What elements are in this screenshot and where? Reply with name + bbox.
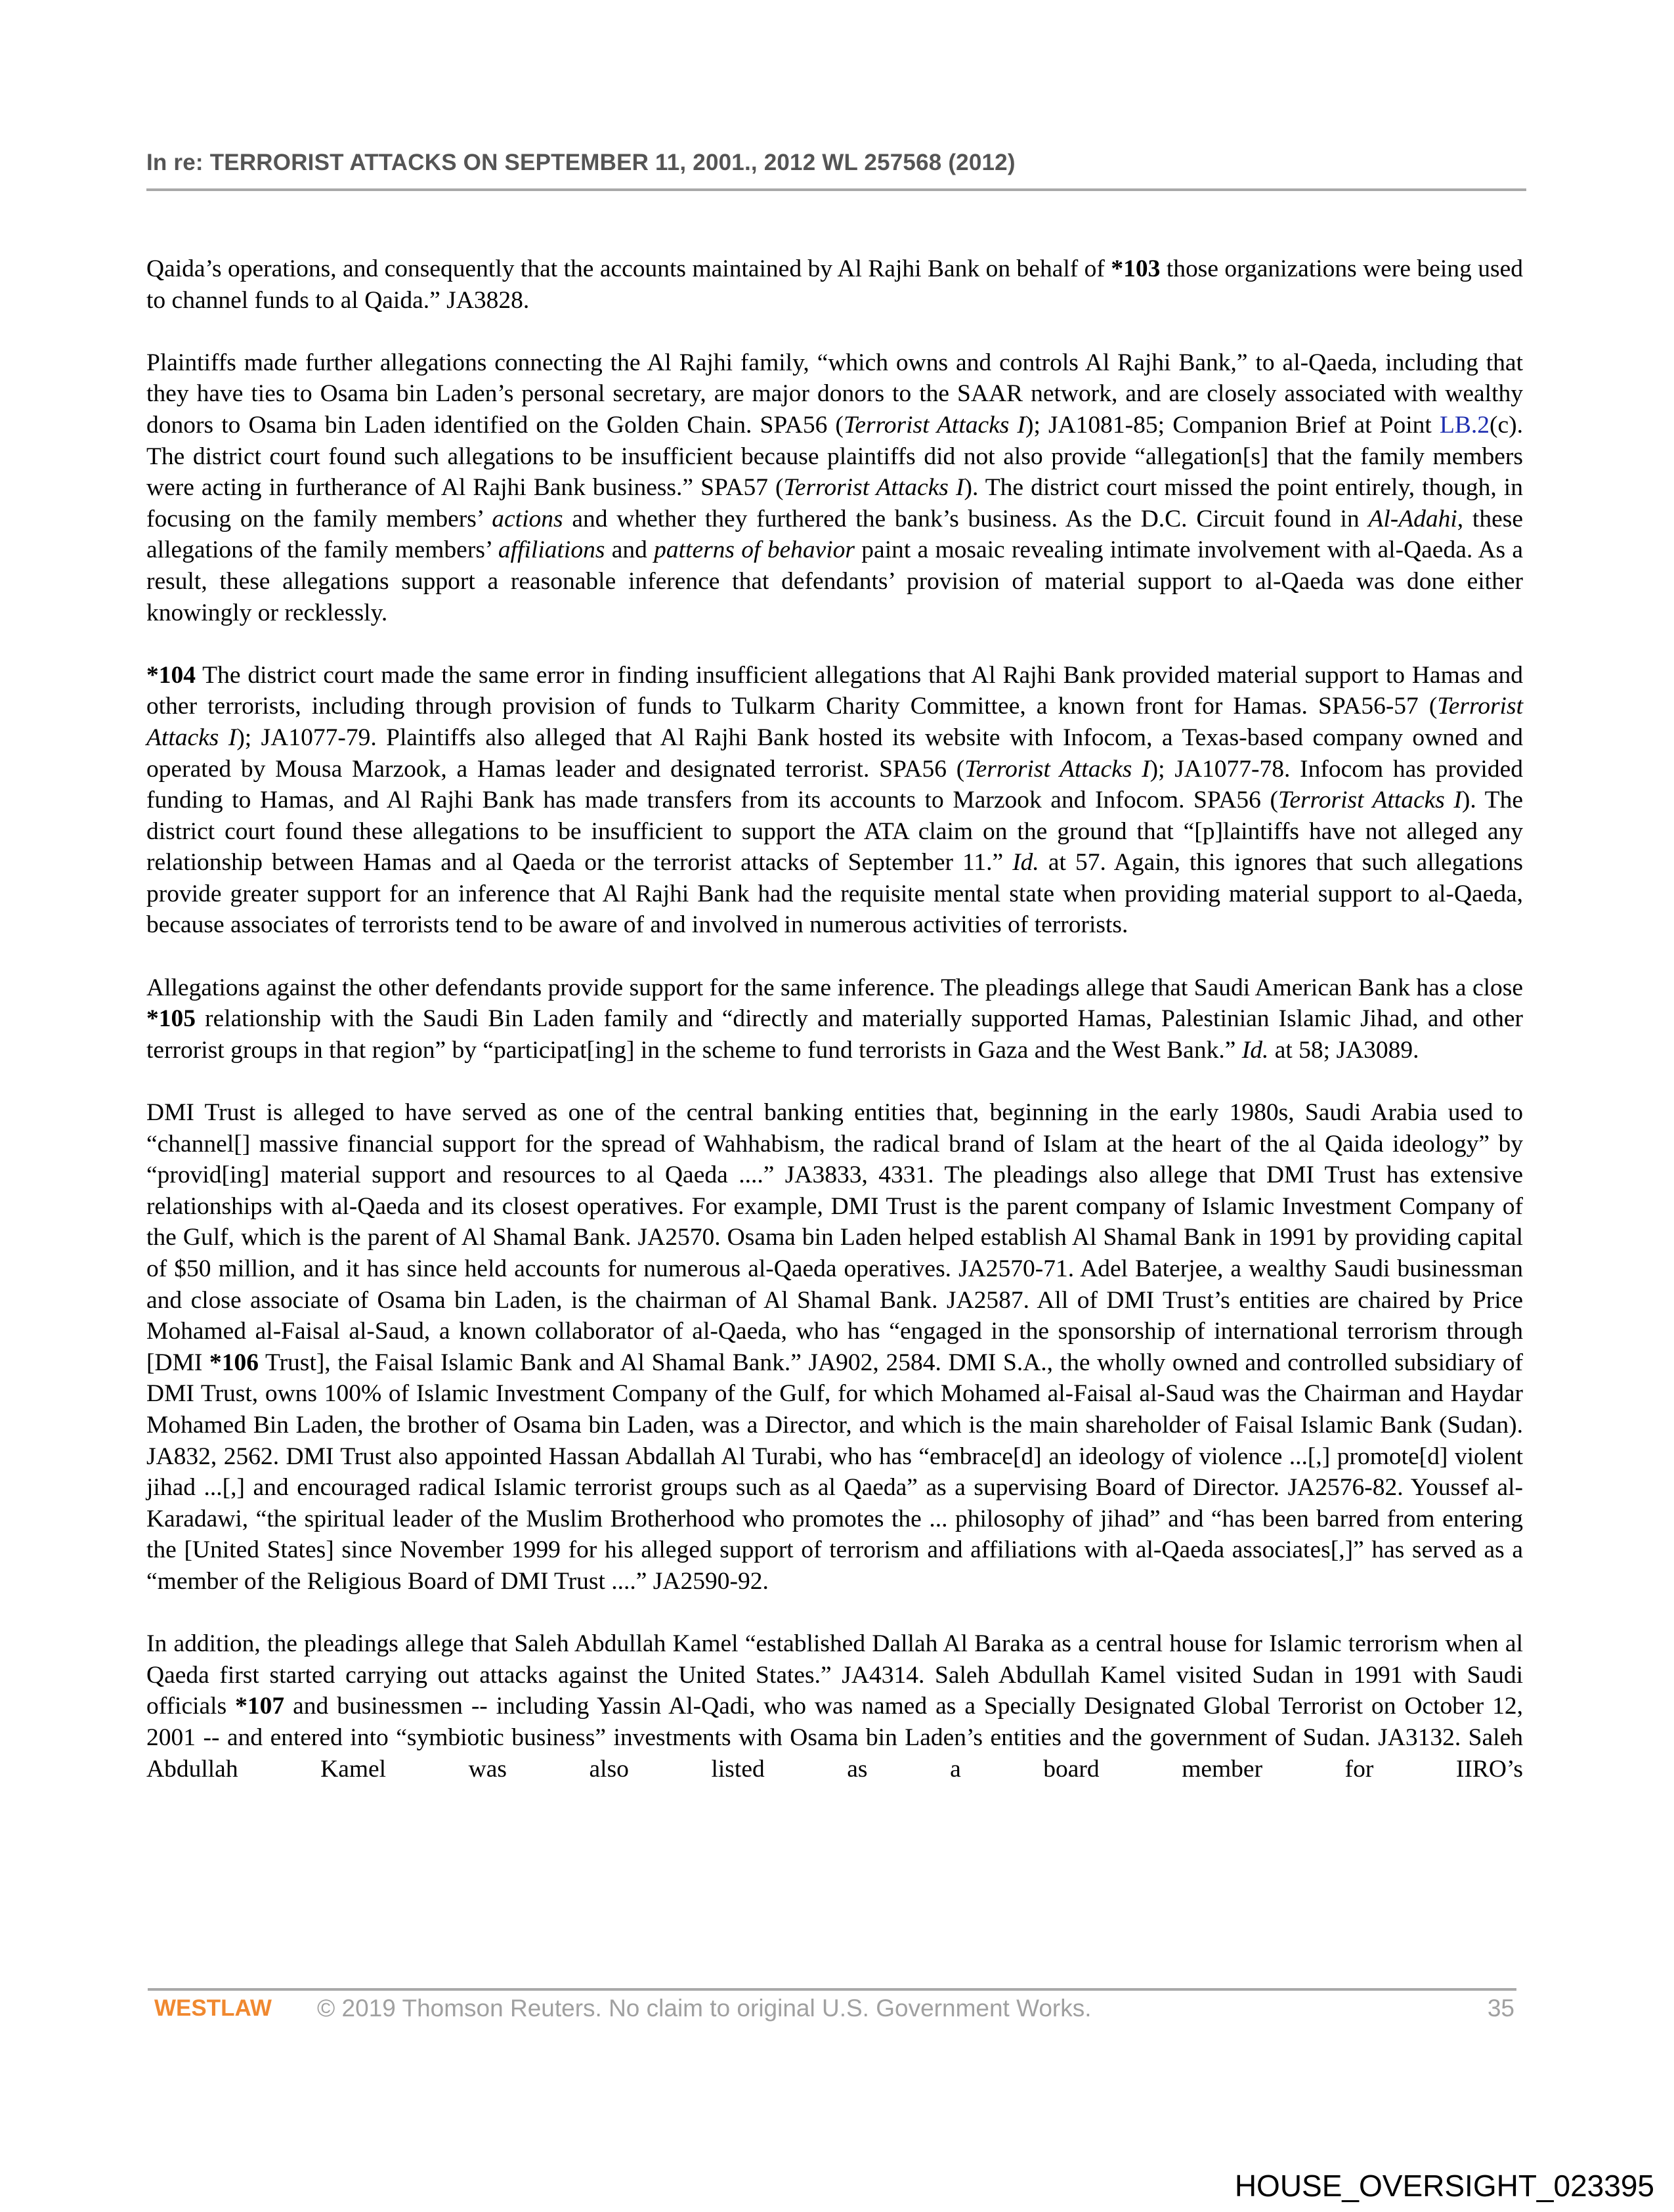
text-run: and businessmen -- including Yassin Al-Qadi, who was named as a Specially Designated Global Terrorist on October 12, 2001 -- and entered into “symbiotic business” investments with Osama bin Laden’s entities and the government of Sudan. JA3132. Saleh Abdullah Kamel was also listed as a board member for IIRO’s <box>146 1693 1524 1783</box>
copyright-notice: © 2019 Thomson Reuters. No claim to original U.S. Government Works. <box>317 1995 1092 2022</box>
text-run: and <box>605 536 655 564</box>
case-citation-italic: Terrorist Attacks I <box>1277 787 1462 814</box>
text-run: , these allegations of the family members’ <box>146 505 1523 564</box>
paragraph <box>146 660 1523 941</box>
text-run: at 58; JA3089. <box>1268 1036 1419 1064</box>
bates-stamp: HOUSE_OVERSIGHT_023395 <box>1234 2169 1654 2203</box>
star-page-marker: *103 <box>1111 255 1161 282</box>
case-citation-italic: Al-Adahi <box>1368 505 1457 532</box>
text-run: ); JA1077-78. Infocom has provided funding to Hamas, and Al Rajhi Bank has made transfers from its accounts to Marzook and Infocom. SPA56 ( <box>146 755 1523 814</box>
paragraph <box>146 253 1523 316</box>
page-number: 35 <box>1487 1995 1514 2022</box>
text-run: ); JA1081-85; Companion Brief at Point <box>1025 411 1440 439</box>
cross-reference-link[interactable]: LB.2 <box>1439 411 1490 439</box>
text-run: In addition, the pleadings allege that Saleh Abdullah Kamel “established Dallah Al Baraka as a central house for Islamic terrorism when al Qaeda first started carrying out attacks against the United States.” JA4314. Saleh Abdullah Kamel visited Sudan in 1991 with Saudi officials <box>146 1630 1523 1720</box>
case-citation-italic: Terrorist Attacks I <box>843 411 1025 439</box>
page-footer <box>151 1993 1514 2026</box>
paragraph <box>146 1097 1523 1597</box>
text-run: Allegations against the other defendants provide support for the same inference. The pleadings allege that Saudi American Bank has a close <box>146 974 1523 1001</box>
running-header-title: In re: TERRORIST ATTACKS ON SEPTEMBER 11, 2001., 2012 WL 257568 (2012) <box>146 150 1016 175</box>
paragraph <box>146 1628 1523 1785</box>
header-divider <box>146 188 1526 191</box>
document-body <box>146 253 1523 1785</box>
case-citation-italic: Terrorist Attacks I <box>964 755 1150 783</box>
star-page-marker: *107 <box>235 1693 285 1720</box>
case-citation-italic: patterns of behavior <box>654 536 855 564</box>
footer-divider <box>148 1988 1516 1991</box>
text-run: (c). The district court found such allegations to be insufficient because plaintiffs did not also provide “allegation[s] that the family members were acting in furtherance of Al Rajhi Bank business.” SPA57 ( <box>146 411 1523 502</box>
text-run: DMI Trust is alleged to have served as one of the central banking entities that, beginning in the early 1980s, Saudi Arabia used to “channel[] massive financial support for the spread of Wahhabism, the radical brand of Islam at the heart of the al Qaida ideology” by “provid[ing] material support and resources to al Qaeda ....” JA3833, 4331. The pleadings also allege that DMI Trust has extensive relationships with al-Qaeda and its closest operatives. For example, DMI Trust is the parent company of Islamic Investment Company of the Gulf, which is the parent of Al Shamal Bank. JA2570. Osama bin Laden helped establish Al Shamal Bank in 1991 by providing capital of $50 million, and it has since held accounts for numerous al-Qaeda operatives. JA2570-71. Adel Baterjee, a wealthy Saudi businessman and close associate of Osama bin Laden, is the chairman of Al Shamal Bank. JA2587. All of DMI Trust’s entities are chaired by Price Mohamed al-Faisal al-Saud, a known collaborator of al-Qaeda, who has “engaged in the sponsorship of international terrorism through [DMI <box>146 1099 1523 1376</box>
case-citation-italic: Id. <box>1241 1036 1269 1064</box>
text-run: Trust], the Faisal Islamic Bank and Al Shamal Bank.” JA902, 2584. DMI S.A., the wholly owned and controlled subsidiary of DMI Trust, owns 100% of Islamic Investment Company of the Gulf, for which Mohamed al-Faisal al-Saud was the Chairman and Haydar Mohamed Bin Laden, the brother of Osama bin Laden, was a Director, and which is the main shareholder of Faisal Islamic Bank (Sudan). JA832, 2562. DMI Trust also appointed Hassan Abdallah Al Turabi, who has “embrace[d] an ideology of violence ...[,] promote[d] violent jihad ...[,] and encouraged radical Islamic terrorist groups such as al Qaeda” as a supervising Board of Director. JA2576-82. Youssef al-Karadawi, “the spiritual leader of the Muslim Brotherhood who promotes the ... philosophy of jihad” and “has been barred from entering the [United States] since November 1999 for his alleged support of terrorism and affiliations with al-Qaeda associates[,]” has served as a “member of the Religious Board of DMI Trust ....” JA2590-92. <box>146 1349 1523 1595</box>
text-run: Plaintiffs made further allegations connecting the Al Rajhi family, “which owns and controls Al Rajhi Bank,” to al-Qaeda, including that they have ties to Osama bin Laden’s personal secretary, are major donors to the SAAR network, and are closely associated with wealthy donors to Osama bin Laden identified on the Golden Chain. SPA56 ( <box>146 349 1523 439</box>
case-citation-italic: Terrorist Attacks I <box>783 474 964 502</box>
westlaw-logo: WESTLAW <box>154 1995 272 2021</box>
text-run: relationship with the Saudi Bin Laden family and “directly and materially supported Hamas, Palestinian Islamic Jihad, and other terrorist groups in that region” by “participat[ing] in the scheme to fund terrorists in Gaza and the West Bank.” <box>146 1005 1523 1064</box>
star-page-marker: *106 <box>209 1349 259 1376</box>
star-page-marker: *104 <box>146 661 196 689</box>
case-citation-italic: Id. <box>1012 849 1039 877</box>
paragraph <box>146 972 1523 1066</box>
text-run: paint a mosaic revealing intimate involvement with al-Qaeda. As a result, these allegations support a reasonable inference that defendants’ provision of material support to al-Qaeda was done either knowingly or recklessly. <box>146 536 1523 626</box>
case-citation-italic: affiliations <box>498 536 605 564</box>
case-citation-italic: actions <box>492 505 563 532</box>
text-run: Qaida’s operations, and consequently that the accounts maintained by Al Rajhi Bank on behalf of <box>146 255 1111 282</box>
paragraph <box>146 347 1523 628</box>
text-run: ). The district court missed the point entirely, though, in focusing on the family members’ <box>146 474 1523 532</box>
text-run: at 57. Again, this ignores that such allegations provide greater support for an inference that Al Rajhi Bank had the requisite mental state when providing material support to al-Qaeda, because associates of terrorists tend to be aware of and involved in numerous activities of terrorists. <box>146 849 1524 939</box>
text-run: and whether they furthered the bank’s business. As the D.C. Circuit found in <box>563 505 1369 532</box>
text-run: those organizations were being used to channel funds to al Qaida.” JA3828. <box>146 255 1523 314</box>
star-page-marker: *105 <box>146 1005 196 1033</box>
case-citation-italic: Terrorist Attacks I <box>146 693 1523 751</box>
text-run: ). The district court found these allegations to be insufficient to support the ATA claim on the ground that “[p]laintiffs have not alleged any relationship between Hamas and al Qaeda or the terrorist attacks of September 11.” <box>146 787 1523 877</box>
text-run: ); JA1077-79. Plaintiffs also alleged that Al Rajhi Bank hosted its website with Infocom, a Texas-based company owned and operated by Mousa Marzook, a Hamas leader and designated terrorist. SPA56 ( <box>146 724 1523 783</box>
text-run: The district court made the same error in finding insufficient allegations that Al Rajhi Bank provided material support to Hamas and other terrorists, including through provision of funds to Tulkarm Charity Committee, a known front for Hamas. SPA56-57 ( <box>146 661 1523 720</box>
